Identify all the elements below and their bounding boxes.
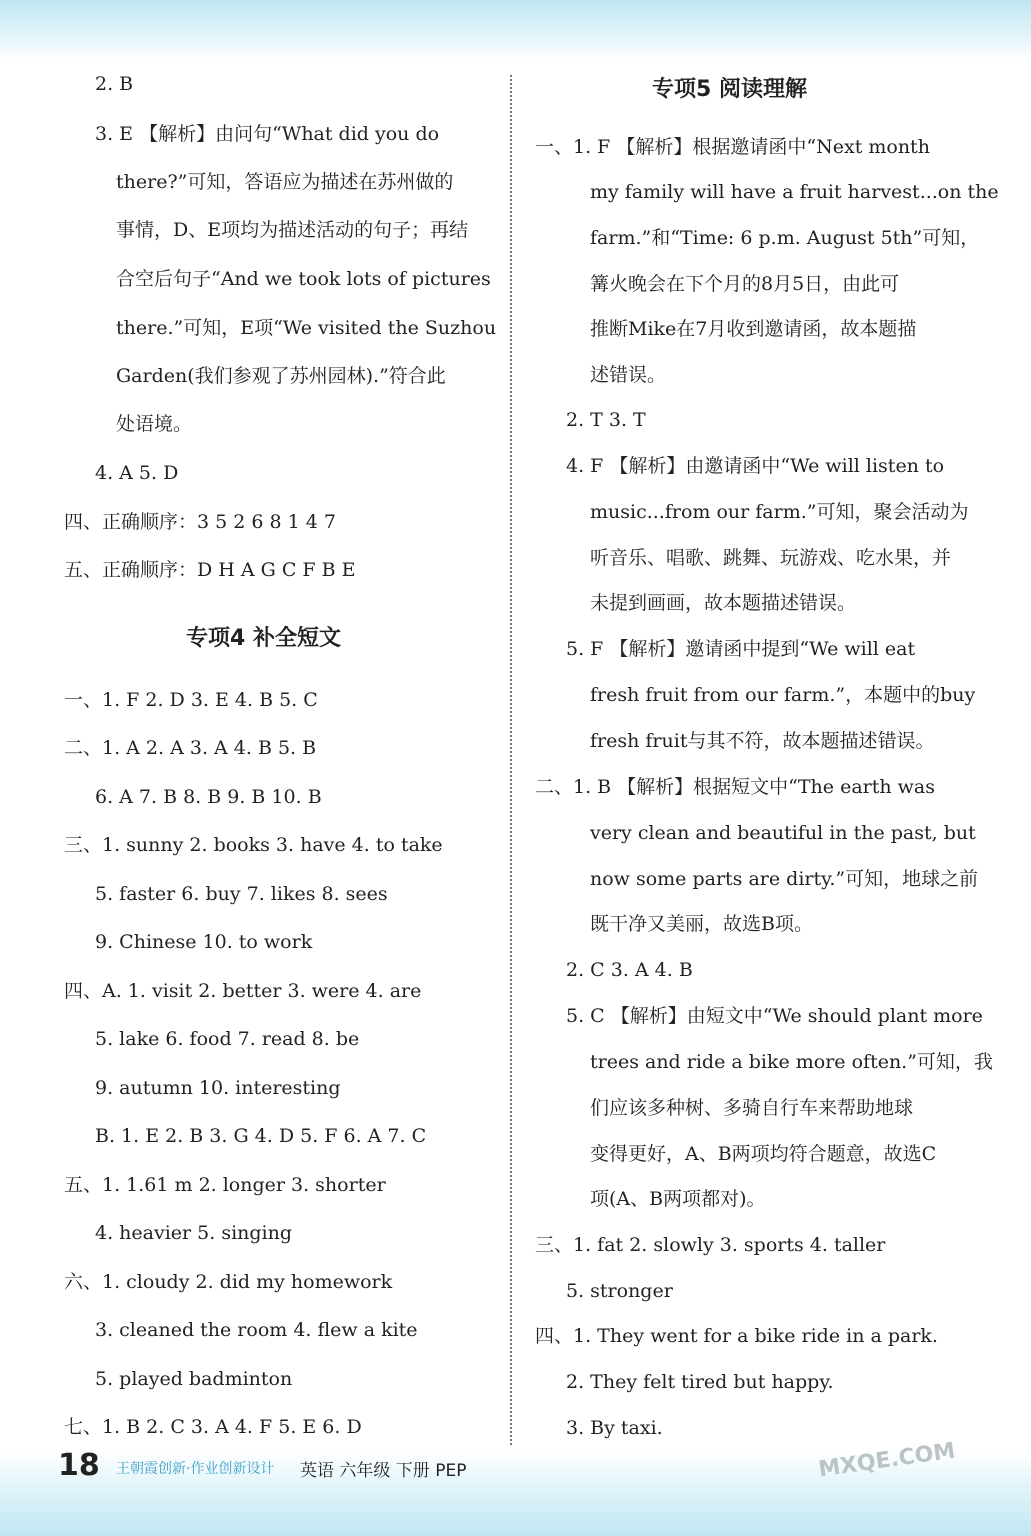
answer-line: 合空后句子“And we took lots of pictures — [116, 268, 491, 290]
answer-line: 5. stronger — [566, 1280, 673, 1302]
footer-subject: 英语 六年级 下册 PEP — [300, 1461, 467, 1481]
answer-line: 四、正确顺序：3 5 2 6 8 1 4 7 — [64, 511, 336, 533]
answer-line: 5. F 【解析】邀请函中提到“We will eat — [566, 638, 916, 660]
section-heading: 专项4 补全短文 — [186, 626, 341, 651]
answer-line: there?”可知，答语应为描述在苏州做的 — [116, 171, 454, 193]
answer-line: 事情，D、E项均为描述活动的句子；再结 — [116, 219, 469, 241]
answer-line: 六、1. cloudy 2. did my homework — [64, 1271, 393, 1293]
watermark: MXQE.COM — [816, 1438, 957, 1483]
answer-line: my family will have a fruit harvest...on the — [590, 181, 999, 203]
answer-line: 二、1. B 【解析】根据短文中“The earth was — [535, 776, 935, 798]
answer-line: 2. They felt tired but happy. — [566, 1371, 834, 1393]
answer-line: 五、正确顺序：D H A G C F B E — [64, 559, 356, 581]
answer-line: music...from our farm.”可知，聚会活动为 — [590, 501, 969, 523]
answer-line: 述错误。 — [590, 364, 667, 386]
answer-line: there.”可知，E项“We visited the Suzhou — [116, 317, 497, 339]
answer-line: 七、1. B 2. C 3. A 4. F 5. E 6. D — [64, 1416, 362, 1438]
answer-line: 四、1. They went for a bike ride in a park. — [535, 1325, 938, 1347]
answer-line: 2. T 3. T — [566, 409, 646, 431]
top-decor-band — [0, 0, 1031, 60]
answer-line: 5. lake 6. food 7. read 8. be — [95, 1028, 360, 1050]
answer-line: 一、1. F 2. D 3. E 4. B 5. C — [64, 689, 318, 711]
answer-line: 5. faster 6. buy 7. likes 8. sees — [95, 883, 388, 905]
answer-line: 2. B — [95, 73, 134, 95]
answer-line: 们应该多种树、多骑自行车来帮助地球 — [590, 1097, 914, 1119]
answer-line: 处语境。 — [116, 413, 193, 435]
answer-line: 3. By taxi. — [566, 1417, 663, 1439]
answer-line: 4. A 5. D — [95, 462, 179, 484]
answer-line: 听音乐、唱歌、跳舞、玩游戏、吃水果，并 — [590, 547, 952, 569]
answer-line: 5. C 【解析】由短文中“We should plant more — [566, 1005, 983, 1027]
answer-line: farm.”和“Time: 6 p.m. August 5th”可知， — [590, 227, 980, 249]
answer-line: B. 1. E 2. B 3. G 4. D 5. F 6. A 7. C — [95, 1125, 427, 1147]
answer-line: 5. played badminton — [95, 1368, 293, 1390]
answer-line: 一、1. F 【解析】根据邀请函中“Next month — [535, 136, 930, 158]
answer-line: 3. E 【解析】由问句“What did you do — [95, 123, 440, 145]
answer-line: 9. autumn 10. interesting — [95, 1077, 341, 1099]
answer-line: 二、1. A 2. A 3. A 4. B 5. B — [64, 737, 317, 759]
answer-line: 变得更好，A、B两项均符合题意，故选C — [590, 1143, 937, 1165]
answer-line: 既干净又美丽，故选B项。 — [590, 913, 813, 935]
footer-brand: 王朝霞创新·作业创新设计 — [116, 1461, 275, 1477]
answer-line: 推断Mike在7月收到邀请函，故本题描 — [590, 318, 917, 340]
answer-line: 三、1. sunny 2. books 3. have 4. to take — [64, 834, 443, 856]
answer-line: 五、1. 1.61 m 2. longer 3. shorter — [64, 1174, 386, 1196]
page-number: 18 — [58, 1448, 100, 1483]
answer-line: 三、1. fat 2. slowly 3. sports 4. taller — [535, 1234, 886, 1256]
answer-line: 篝火晚会在下个月的8月5日，由此可 — [590, 273, 900, 295]
answer-line: 四、A. 1. visit 2. better 3. were 4. are — [64, 980, 422, 1002]
answer-line: 4. F 【解析】由邀请函中“We will listen to — [566, 455, 945, 477]
answer-line: fresh fruit from our farm.”，本题中的buy — [590, 684, 976, 706]
answer-line: Garden(我们参观了苏州园林).”符合此 — [116, 365, 446, 387]
section-heading: 专项5 阅读理解 — [652, 77, 807, 102]
answer-line: 3. cleaned the room 4. flew a kite — [95, 1319, 418, 1341]
column-divider — [510, 75, 512, 1445]
answer-line: trees and ride a bike more often.”可知，我 — [590, 1051, 993, 1073]
answer-line: 2. C 3. A 4. B — [566, 959, 693, 981]
answer-line: 未提到画画，故本题描述错误。 — [590, 592, 857, 614]
answer-line: 9. Chinese 10. to work — [95, 931, 313, 953]
answer-line: 项(A、B两项都对)。 — [590, 1188, 766, 1210]
answer-line: now some parts are dirty.”可知，地球之前 — [590, 868, 979, 890]
answer-line: fresh fruit与其不符，故本题描述错误。 — [590, 730, 935, 752]
answer-line: 4. heavier 5. singing — [95, 1222, 293, 1244]
answer-line: very clean and beautiful in the past, but — [590, 822, 976, 844]
answer-line: 6. A 7. B 8. B 9. B 10. B — [95, 786, 322, 808]
